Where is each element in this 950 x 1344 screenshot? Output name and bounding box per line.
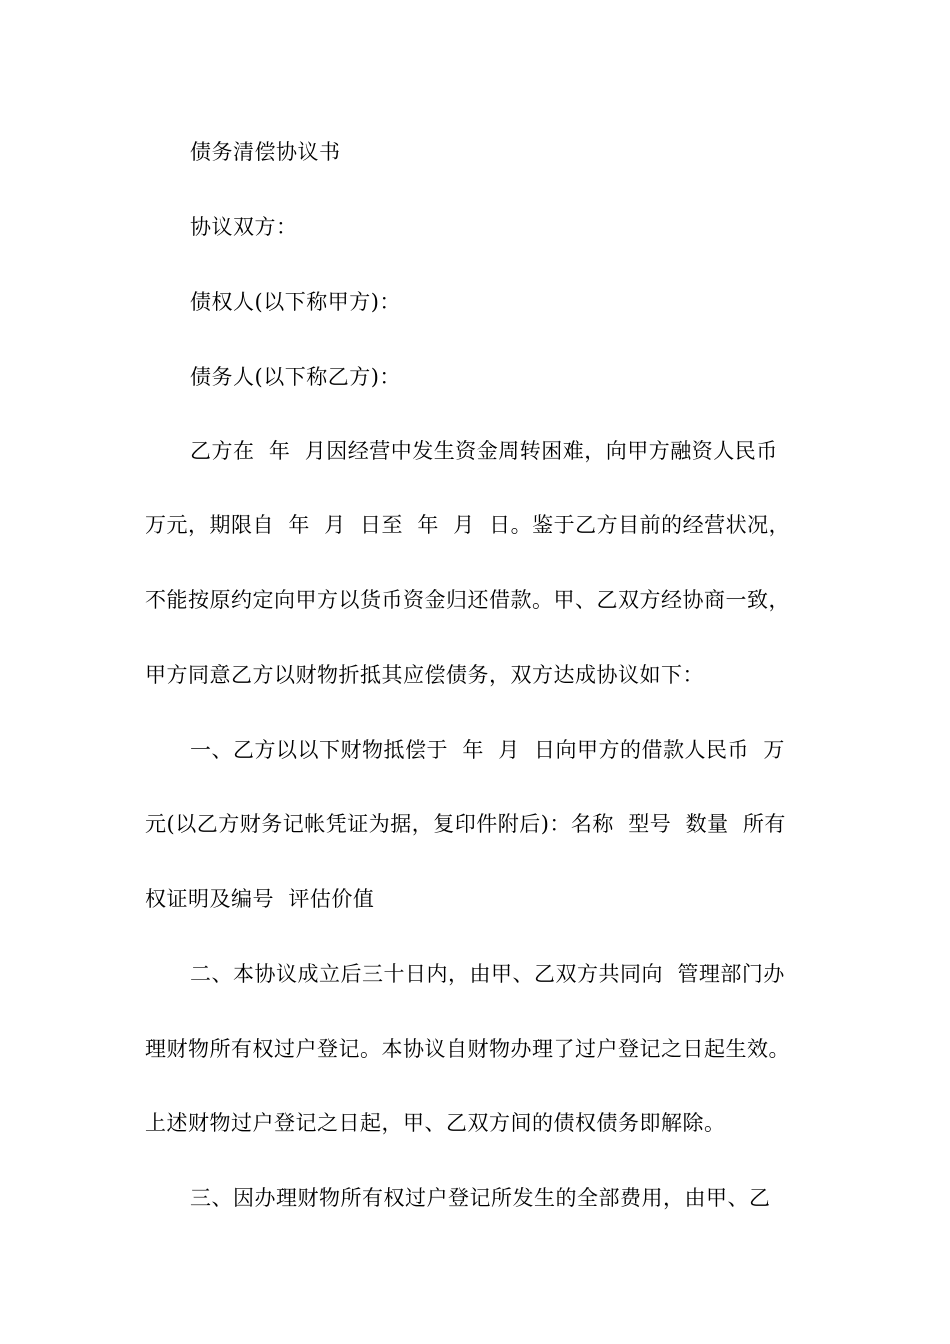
paragraph-line: 债权人(以下称甲方)： — [190, 290, 401, 314]
paragraph-line: 权证明及编号 评估价值 — [145, 887, 375, 911]
paragraph-line: 三、因办理财物所有权过户登记所发生的全部费用，由甲、乙 — [190, 1186, 771, 1210]
paragraph-line: 债务人(以下称乙方)： — [190, 365, 401, 389]
paragraph-line: 元(以乙方财务记帐凭证为据，复印件附后)：名称 型号 数量 所有 — [145, 812, 786, 836]
paragraph-line: 一、乙方以以下财物抵偿于 年 月 日向甲方的借款人民币 万 — [190, 738, 785, 762]
paragraph-line: 理财物所有权过户登记。本协议自财物办理了过户登记之日起生效。 — [145, 1037, 790, 1061]
paragraph-line: 甲方同意乙方以财物折抵其应偿债务，双方达成协议如下： — [145, 663, 704, 687]
paragraph-line: 不能按原约定向甲方以货币资金归还借款。甲、乙双方经协商一致， — [145, 588, 790, 612]
paragraph-line: 上述财物过户登记之日起，甲、乙双方间的债权债务即解除。 — [145, 1111, 726, 1135]
paragraph-line: 乙方在 年 月因经营中发生资金周转困难，向甲方融资人民币 — [190, 439, 778, 463]
paragraph-line: 万元，期限自 年 月 日至 年 月 日。鉴于乙方目前的经营状况， — [145, 513, 791, 537]
paragraph-line: 协议双方： — [190, 215, 298, 239]
paragraph-line: 二、本协议成立后三十日内，由甲、乙双方共同向 管理部门办 — [190, 962, 785, 986]
document-title: 债务清偿协议书 — [190, 140, 341, 164]
